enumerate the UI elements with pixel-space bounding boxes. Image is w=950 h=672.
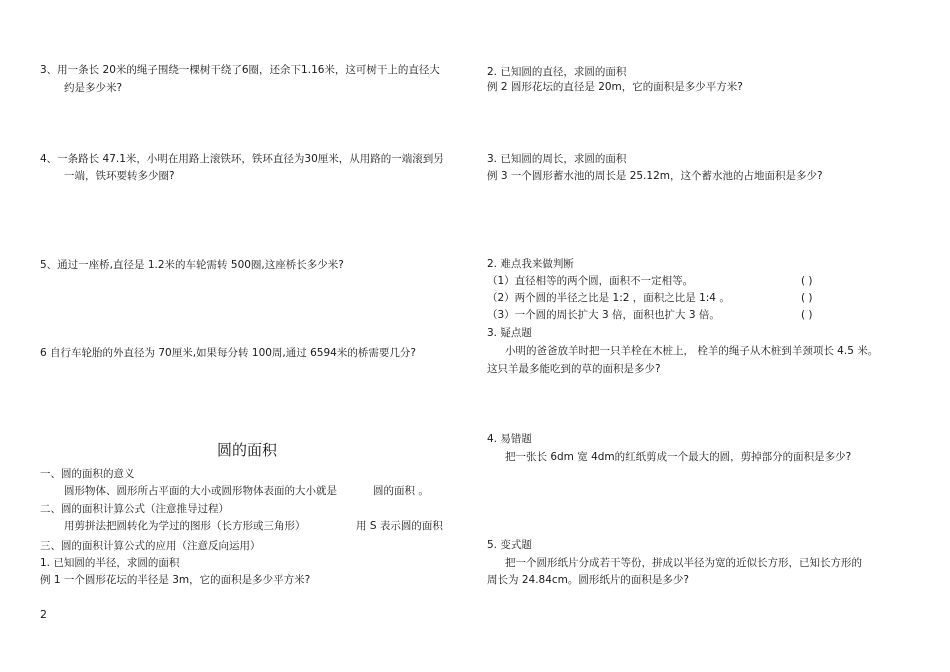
page-number: 2 <box>40 608 47 621</box>
question-3-line-2: 约是多少米? <box>64 82 123 94</box>
variant-heading: 5. 变式题 <box>487 539 532 551</box>
judge-item-3: （3）一个圆的周长扩大 3 倍，面积也扩大 3 倍。 <box>487 309 720 321</box>
example-1: 例 1 一个圆形花坛的半径是 3m，它的面积是多少平方米? <box>40 574 311 586</box>
section-3-item-1: 1. 已知圆的半径，求圆的面积 <box>40 557 180 569</box>
doubt-line-1: 小明的爸爸放羊时把一只羊栓在木桩上， 栓羊的绳子从木桩到羊颈项长 4.5 米。 <box>505 345 879 357</box>
example-3: 例 3 一个圆形蓄水池的周长是 25.12m，这个蓄水池的占地面积是多少? <box>487 170 823 182</box>
doubt-line-2: 这只羊最多能吃到的草的面积是多少? <box>487 363 661 375</box>
judge-heading: 2. 难点我来做判断 <box>487 258 574 270</box>
right-2-heading: 2. 已知圆的直径，求圆的面积 <box>487 66 627 78</box>
error-body: 把一张长 6dm 宽 4dm的红纸剪成一个最大的圆，剪掉部分的面积是多少? <box>505 451 852 463</box>
question-4-line-2: 一端，铁环要转多少圈? <box>64 170 175 182</box>
section-1-answer: 圆的面积 。 <box>373 485 429 497</box>
judge-item-1: （1）直径相等的两个圆，面积不一定相等。 <box>487 275 694 287</box>
question-6: 6 自行车轮胎的外直径为 70厘米,如果每分转 100周,通过 6594米的桥需要几分? <box>40 347 416 359</box>
question-3-line-1: 3、用一条长 20米的绳子围绕一棵树干绕了6圈，还余下1.16米，这可树干上的直径大 <box>40 64 440 76</box>
section-2-tail: 用 S 表示圆的面积 <box>356 520 443 532</box>
variant-line-1: 把一个圆形纸片分成若干等份，拼成以半径为宽的近似长方形，已知长方形的 <box>505 557 862 569</box>
question-5: 5、通过一座桥,直径是 1.2米的车轮需转 500圈,这座桥长多少米? <box>40 259 344 271</box>
section-title: 圆的面积 <box>217 441 278 459</box>
section-1-body: 圆形物体、圆形所占平面的大小或圆形物体表面的大小就是 <box>64 485 337 497</box>
section-3-heading: 三、圆的面积计算公式的应用（注意反向运用） <box>40 540 261 552</box>
judge-item-2: （2）两个圆的半径之比是 1:2 ，面积之比是 1:4 。 <box>487 292 730 304</box>
section-2-body: 用剪拼法把圆转化为学过的图形（长方形或三角形） <box>64 520 306 532</box>
section-1-heading: 一、圆的面积的意义 <box>40 468 135 480</box>
right-3-heading: 3. 已知圆的周长，求圆的面积 <box>487 153 627 165</box>
judge-bracket-1: ( ) <box>801 275 813 287</box>
doubt-heading: 3. 疑点题 <box>487 327 532 339</box>
judge-bracket-2: ( ) <box>801 292 813 304</box>
question-4-line-1: 4、一条路长 47.1米，小明在用路上滚铁环，铁环直径为30厘米，从用路的一端滚到另 <box>40 153 444 165</box>
judge-bracket-3: ( ) <box>801 309 813 321</box>
variant-line-2: 周长为 24.84cm。圆形纸片的面积是多少? <box>487 574 689 586</box>
example-2: 例 2 圆形花坛的直径是 20m，它的面积是多少平方米? <box>487 81 743 93</box>
error-heading: 4. 易错题 <box>487 433 532 445</box>
section-2-heading: 二、圆的面积计算公式（注意推导过程） <box>40 503 229 515</box>
